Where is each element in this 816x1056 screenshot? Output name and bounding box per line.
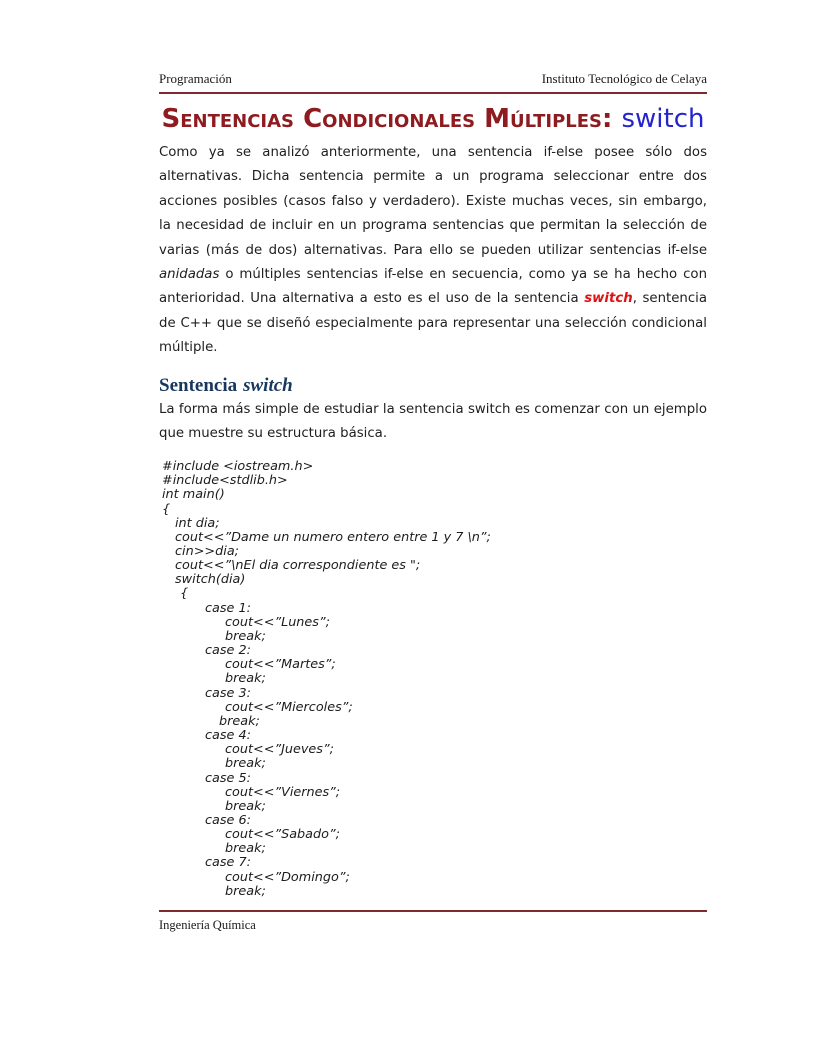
section-heading-switch-keyword: switch — [243, 374, 293, 396]
code-line: { — [162, 501, 171, 517]
code-line: case 6: — [205, 812, 251, 828]
code-line: case 2: — [205, 643, 251, 659]
intro-paragraph — [159, 141, 707, 361]
code-line: cin>>dia; — [175, 544, 239, 559]
inline-switch-keyword: switch — [584, 291, 633, 307]
code-line: case 5: — [205, 770, 251, 786]
code-line: cout<<”Dame un numero entero entre 1 y 7 \n”; — [175, 529, 491, 545]
code-line: #include <iostream.h> — [162, 459, 314, 475]
code-line: case 4: — [205, 728, 251, 744]
section-paragraph: La forma más simple de estudiar la sentencia switch es comenzar con un ejemplo que muestre su estructura básica. — [159, 401, 707, 442]
code-line: cout<<”Jueves”; — [225, 742, 334, 758]
header-institute-label: Instituto Tecnológico de Celaya — [541, 71, 707, 86]
code-line: cout<<”Martes”; — [225, 657, 336, 673]
code-line: case 7: — [205, 855, 251, 871]
code-line: break; — [219, 713, 260, 729]
code-line: cout<<”Sabado”; — [225, 827, 340, 843]
code-line: break; — [225, 798, 266, 814]
code-line: int main() — [162, 487, 225, 503]
page-title-main: Sentencias Condicionales Múltiples: — [161, 104, 613, 134]
footer-rule — [159, 910, 707, 912]
paragraph-segment: o múltiples sentencias if-else en secuencia, como ya se ha hecho con anterioridad. Una alternativa a esto es el uso de la sentencia — [159, 267, 707, 307]
footer-department-label: Ingeniería Química — [159, 918, 256, 932]
section-heading-main: Sentencia — [159, 374, 238, 396]
code-line: case 1: — [205, 600, 251, 616]
code-line: switch(dia) — [175, 572, 246, 588]
code-line: break; — [225, 628, 266, 644]
header-rule — [159, 92, 707, 94]
code-line: { — [180, 586, 189, 602]
code-line: case 3: — [205, 685, 251, 701]
section-heading — [159, 374, 707, 397]
header-course-label: Programación — [159, 71, 232, 86]
paragraph-segment: anidadas — [159, 267, 220, 283]
code-line: cout<<”Lunes”; — [225, 614, 330, 630]
code-line: break; — [225, 756, 266, 772]
code-line: cout<<”Domingo”; — [225, 869, 350, 885]
page-title — [159, 103, 707, 135]
code-line: break; — [225, 883, 266, 899]
code-line: break; — [225, 841, 266, 857]
paragraph-segment: , sentencia de C++ que se diseñó especialmente para representar una selección condicional múltiple. — [159, 291, 707, 356]
page-content — [159, 0, 707, 899]
paragraph-segment: Como ya se analizó anteriormente, una sentencia if-else posee sólo dos alternativas. Dicha sentencia permite a un programa seleccionar entre dos acciones posibles (casos falso y verdadero). Existe muchas veces, sin embargo, la necesidad de incluir en un programa sentencias que permitan la selección de varias (más de dos) alternativas. Para ello se pueden utilizar sentencias if-else — [159, 145, 707, 258]
code-line: cout<<”Viernes”; — [225, 784, 341, 800]
page-footer — [159, 905, 707, 933]
code-line: break; — [225, 671, 266, 687]
code-line: cout<<”Miercoles”; — [225, 699, 353, 715]
code-line: int dia; — [175, 515, 220, 531]
page-title-switch-keyword: switch — [621, 104, 705, 134]
code-line: #include<stdlib.h> — [162, 473, 288, 489]
code-block — [159, 460, 707, 899]
page-header — [159, 71, 707, 87]
code-line: cout<<”\nEl dia correspondiente es "; — [175, 558, 421, 574]
